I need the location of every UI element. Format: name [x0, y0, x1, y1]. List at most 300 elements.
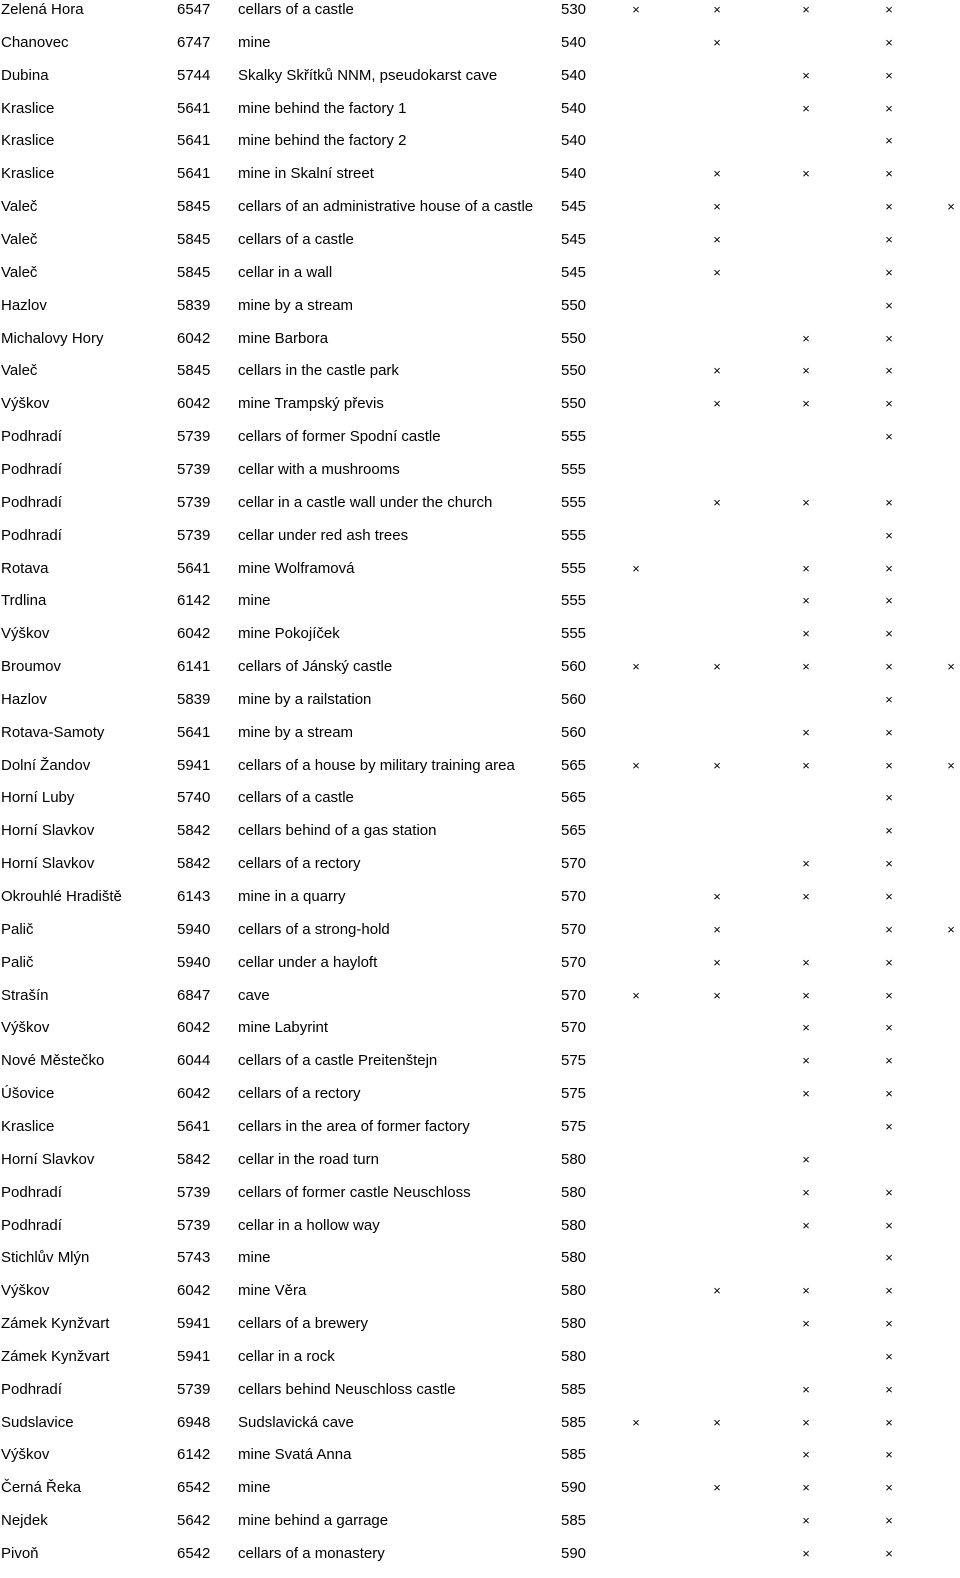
- cross-mark-icon: ×: [885, 1020, 893, 1036]
- cross-mark-icon: ×: [885, 330, 893, 346]
- table-row: [0, 921, 960, 954]
- description-cell: cellar under a hayloft: [238, 953, 378, 971]
- table-row: [0, 1184, 960, 1217]
- cross-mark-icon: ×: [885, 297, 893, 313]
- description-cell: cellars in the castle park: [238, 362, 399, 380]
- description-cell: cellar in a hollow way: [238, 1216, 380, 1234]
- code-cell: 6141: [177, 658, 211, 675]
- description-cell: cellars of a brewery: [238, 1315, 369, 1332]
- table-row: [0, 330, 960, 363]
- locality-cell: Kraslice: [1, 132, 55, 150]
- description-cell: cellar in a rock: [238, 1347, 335, 1365]
- altitude-cell: 585: [561, 1512, 587, 1530]
- code-cell: 5641: [177, 1117, 211, 1135]
- locality-cell: Hazlov: [1, 690, 47, 708]
- description-cell: cellars of a house by military training area: [238, 756, 515, 774]
- code-cell: 6747: [177, 33, 211, 51]
- locality-cell: Valeč: [1, 231, 38, 248]
- cross-mark-icon: ×: [885, 921, 893, 937]
- description-cell: cellars behind Neuschloss castle: [238, 1380, 456, 1398]
- cross-mark-icon: ×: [802, 1447, 810, 1463]
- locality-cell: Broumov: [1, 658, 62, 675]
- cross-mark-icon: ×: [885, 889, 893, 904]
- table-row: [0, 494, 960, 527]
- altitude-cell: 580: [561, 1183, 587, 1201]
- table-row: [0, 1, 960, 34]
- cross-mark-icon: ×: [885, 757, 893, 773]
- locality-cell: Palič: [1, 920, 34, 938]
- locality-cell: Pivoň: [1, 1545, 39, 1562]
- locality-cell: Hazlov: [1, 296, 47, 314]
- table-row: [0, 822, 960, 855]
- cross-mark-icon: ×: [713, 757, 721, 773]
- cross-mark-icon: ×: [885, 363, 893, 379]
- cross-mark-icon: ×: [885, 1381, 893, 1397]
- locality-cell: Úšovice: [1, 1085, 55, 1102]
- cross-mark-icon: ×: [802, 987, 810, 1003]
- cross-mark-icon: ×: [632, 2, 640, 17]
- altitude-cell: 585: [561, 1413, 587, 1431]
- cross-mark-icon: ×: [885, 232, 893, 247]
- altitude-cell: 565: [561, 789, 587, 807]
- locality-cell: Zelená Hora: [1, 1, 84, 18]
- description-cell: cellar in a wall: [238, 263, 333, 281]
- description-cell: cellars of a castle: [238, 789, 354, 807]
- description-cell: cellars of a castle: [238, 231, 354, 248]
- altitude-cell: 570: [561, 920, 587, 938]
- cross-mark-icon: ×: [802, 1086, 810, 1101]
- cross-mark-icon: ×: [947, 757, 955, 773]
- code-cell: 5739: [177, 1183, 211, 1201]
- cross-mark-icon: ×: [885, 67, 893, 83]
- cross-mark-icon: ×: [885, 724, 893, 740]
- description-cell: mine: [238, 1249, 271, 1267]
- description-cell: mine Barbora: [238, 329, 329, 347]
- description-cell: mine Labyrint: [238, 1019, 329, 1037]
- code-cell: 5739: [177, 493, 211, 511]
- cross-mark-icon: ×: [802, 2, 810, 17]
- code-cell: 6542: [177, 1545, 211, 1562]
- locality-cell: Strašín: [1, 986, 49, 1004]
- altitude-cell: 560: [561, 723, 587, 741]
- cross-mark-icon: ×: [885, 166, 893, 182]
- locality-cell: Okrouhlé Hradiště: [1, 888, 122, 905]
- description-cell: mine: [238, 592, 271, 610]
- code-cell: 5845: [177, 362, 211, 380]
- table-row: [0, 757, 960, 790]
- description-cell: Skalky Skřítků NNM, pseudokarst cave: [238, 66, 498, 84]
- description-cell: cellars of a rectory: [238, 855, 361, 873]
- altitude-cell: 580: [561, 1347, 587, 1365]
- locality-cell: Podhradí: [1, 1183, 62, 1201]
- cross-mark-icon: ×: [802, 954, 810, 970]
- description-cell: cellars of a castle: [238, 1, 354, 18]
- cross-mark-icon: ×: [885, 100, 893, 116]
- description-cell: cellars of a monastery: [238, 1545, 385, 1562]
- code-cell: 6042: [177, 395, 211, 413]
- altitude-cell: 585: [561, 1380, 587, 1398]
- table-row: [0, 855, 960, 888]
- altitude-cell: 570: [561, 1019, 587, 1037]
- cross-mark-icon: ×: [885, 1250, 893, 1266]
- description-cell: cellar under red ash trees: [238, 526, 409, 544]
- cross-mark-icon: ×: [802, 1217, 810, 1233]
- table-row: [0, 461, 960, 494]
- cross-mark-icon: ×: [885, 396, 893, 412]
- code-cell: 6042: [177, 329, 211, 347]
- description-cell: mine: [238, 1479, 271, 1497]
- table-row: [0, 1479, 960, 1512]
- description-cell: mine by a stream: [238, 723, 354, 741]
- table-row: [0, 297, 960, 330]
- code-cell: 6044: [177, 1052, 211, 1070]
- code-cell: 5941: [177, 756, 211, 774]
- locality-cell: Výškov: [1, 1019, 50, 1037]
- altitude-cell: 545: [561, 231, 587, 248]
- table-row: [0, 987, 960, 1020]
- table-row: [0, 1315, 960, 1348]
- code-cell: 5845: [177, 231, 211, 248]
- description-cell: cellar in the road turn: [238, 1150, 379, 1168]
- locality-cell: Podhradí: [1, 1380, 62, 1398]
- description-cell: mine Wolframová: [238, 559, 355, 577]
- cross-mark-icon: ×: [802, 889, 810, 904]
- altitude-cell: 545: [561, 198, 587, 216]
- table-row: [0, 231, 960, 264]
- table-row: [0, 132, 960, 165]
- code-cell: 5740: [177, 789, 211, 807]
- code-cell: 6042: [177, 1282, 211, 1300]
- altitude-cell: 570: [561, 888, 587, 905]
- locality-cell: Zámek Kynžvart: [1, 1347, 110, 1365]
- description-cell: cellars of Jánský castle: [238, 658, 393, 675]
- code-cell: 6547: [177, 1, 211, 18]
- table-row: [0, 1151, 960, 1184]
- code-cell: 5941: [177, 1347, 211, 1365]
- locality-cell: Dubina: [1, 66, 49, 84]
- cross-mark-icon: ×: [802, 396, 810, 412]
- cross-mark-icon: ×: [632, 987, 640, 1003]
- table-row: [0, 789, 960, 822]
- code-cell: 6042: [177, 1085, 211, 1102]
- code-cell: 6542: [177, 1479, 211, 1497]
- table-row: [0, 1019, 960, 1052]
- description-cell: cellars of a rectory: [238, 1085, 361, 1102]
- locality-cell: Rotava: [1, 559, 49, 577]
- table-row: [0, 428, 960, 461]
- cross-mark-icon: ×: [885, 1480, 893, 1496]
- description-cell: Sudslavická cave: [238, 1413, 354, 1431]
- code-cell: 5842: [177, 822, 211, 840]
- description-cell: mine by a railstation: [238, 690, 372, 708]
- code-cell: 5839: [177, 296, 211, 314]
- cross-mark-icon: ×: [713, 264, 721, 280]
- locality-cell: Kraslice: [1, 165, 55, 183]
- altitude-cell: 580: [561, 1150, 587, 1168]
- table-row: [0, 1217, 960, 1250]
- locality-cell: Valeč: [1, 263, 38, 281]
- code-cell: 5641: [177, 559, 211, 577]
- locality-cell: Nejdek: [1, 1512, 48, 1530]
- locality-cell: Horní Slavkov: [1, 855, 95, 873]
- description-cell: cellars of a strong-hold: [238, 920, 390, 938]
- description-cell: cellar with a mushrooms: [238, 460, 400, 478]
- locality-cell: Zámek Kynžvart: [1, 1315, 110, 1332]
- table-row: [0, 34, 960, 67]
- altitude-cell: 555: [561, 428, 587, 446]
- locality-cell: Podhradí: [1, 460, 62, 478]
- cross-mark-icon: ×: [885, 1053, 893, 1069]
- table-row: [0, 165, 960, 198]
- cross-mark-icon: ×: [885, 429, 893, 445]
- altitude-cell: 580: [561, 1249, 587, 1267]
- cross-mark-icon: ×: [885, 34, 893, 50]
- cross-mark-icon: ×: [885, 1316, 893, 1331]
- altitude-cell: 540: [561, 99, 587, 117]
- description-cell: mine: [238, 33, 271, 51]
- code-cell: 5641: [177, 723, 211, 741]
- locality-cell: Podhradí: [1, 493, 62, 511]
- description-cell: cellars of an administrative house of a castle: [238, 198, 534, 216]
- locality-cell: Černá Řeka: [1, 1479, 82, 1497]
- cross-mark-icon: ×: [713, 889, 721, 904]
- altitude-cell: 550: [561, 362, 587, 380]
- code-cell: 5845: [177, 263, 211, 281]
- cross-mark-icon: ×: [802, 1381, 810, 1397]
- altitude-cell: 565: [561, 822, 587, 840]
- code-cell: 5739: [177, 428, 211, 446]
- altitude-cell: 575: [561, 1085, 587, 1102]
- code-cell: 5744: [177, 66, 211, 84]
- altitude-cell: 575: [561, 1052, 587, 1070]
- table-row: [0, 691, 960, 724]
- cross-mark-icon: ×: [885, 1217, 893, 1233]
- code-cell: 5839: [177, 690, 211, 708]
- table-row: [0, 724, 960, 757]
- locality-cell: Rotava-Samoty: [1, 723, 105, 741]
- table-row: [0, 100, 960, 133]
- locality-cell: Trdlina: [1, 592, 47, 610]
- table-row: [0, 560, 960, 593]
- code-cell: 5739: [177, 526, 211, 544]
- locality-cell: Výškov: [1, 395, 50, 413]
- altitude-cell: 555: [561, 559, 587, 577]
- cross-mark-icon: ×: [713, 34, 721, 50]
- altitude-cell: 555: [561, 592, 587, 610]
- locality-cell: Kraslice: [1, 1117, 55, 1135]
- cross-mark-icon: ×: [802, 166, 810, 182]
- cross-mark-icon: ×: [802, 1053, 810, 1069]
- altitude-cell: 540: [561, 132, 587, 150]
- cross-mark-icon: ×: [885, 2, 893, 17]
- description-cell: cellar in a castle wall under the church: [238, 493, 493, 511]
- locality-cell: Podhradí: [1, 428, 62, 446]
- altitude-cell: 570: [561, 855, 587, 873]
- altitude-cell: 580: [561, 1216, 587, 1234]
- locality-cell: Horní Slavkov: [1, 1150, 95, 1168]
- cross-mark-icon: ×: [885, 1348, 893, 1364]
- cross-mark-icon: ×: [885, 133, 893, 149]
- description-cell: mine behind a garrage: [238, 1512, 389, 1530]
- cross-mark-icon: ×: [947, 199, 955, 215]
- altitude-cell: 540: [561, 33, 587, 51]
- cross-mark-icon: ×: [885, 1414, 893, 1430]
- cross-mark-icon: ×: [802, 1513, 810, 1529]
- code-cell: 5743: [177, 1249, 211, 1267]
- locality-cell: Horní Slavkov: [1, 822, 95, 840]
- altitude-cell: 590: [561, 1545, 587, 1562]
- cross-mark-icon: ×: [713, 166, 721, 182]
- code-cell: 5739: [177, 1216, 211, 1234]
- altitude-cell: 545: [561, 263, 587, 281]
- cross-mark-icon: ×: [802, 1414, 810, 1430]
- table-row: [0, 67, 960, 100]
- cross-mark-icon: ×: [885, 790, 893, 806]
- code-cell: 5842: [177, 1150, 211, 1168]
- cross-mark-icon: ×: [885, 691, 893, 707]
- cross-mark-icon: ×: [885, 1513, 893, 1529]
- cross-mark-icon: ×: [802, 856, 810, 872]
- cross-mark-icon: ×: [802, 494, 810, 510]
- locality-cell: Dolní Žandov: [1, 756, 91, 774]
- cross-mark-icon: ×: [885, 494, 893, 510]
- locality-cell: Horní Luby: [1, 789, 75, 807]
- altitude-cell: 555: [561, 460, 587, 478]
- cross-mark-icon: ×: [632, 757, 640, 773]
- cross-mark-icon: ×: [885, 527, 893, 543]
- locality-cell: Kraslice: [1, 99, 55, 117]
- cross-mark-icon: ×: [885, 823, 893, 839]
- table-row: [0, 264, 960, 297]
- altitude-cell: 550: [561, 395, 587, 413]
- cross-mark-icon: ×: [802, 626, 810, 642]
- table-row: [0, 1118, 960, 1151]
- code-cell: 6142: [177, 1446, 211, 1464]
- cross-mark-icon: ×: [885, 1086, 893, 1101]
- description-cell: mine Věra: [238, 1282, 307, 1300]
- cross-mark-icon: ×: [713, 987, 721, 1003]
- description-cell: mine Pokojíček: [238, 625, 340, 643]
- cross-mark-icon: ×: [713, 659, 721, 674]
- table-row: [0, 592, 960, 625]
- cross-mark-icon: ×: [713, 1480, 721, 1496]
- cross-mark-icon: ×: [713, 396, 721, 412]
- altitude-cell: 555: [561, 526, 587, 544]
- altitude-cell: 580: [561, 1282, 587, 1300]
- description-cell: mine behind the factory 1: [238, 99, 407, 117]
- description-cell: mine Trampský převis: [238, 395, 384, 413]
- locality-cell: Výškov: [1, 625, 50, 643]
- table-row: [0, 625, 960, 658]
- cross-mark-icon: ×: [802, 100, 810, 116]
- description-cell: mine in a quarry: [238, 888, 346, 905]
- cross-mark-icon: ×: [802, 1184, 810, 1200]
- cross-mark-icon: ×: [885, 593, 893, 609]
- altitude-cell: 585: [561, 1446, 587, 1464]
- code-cell: 5641: [177, 99, 211, 117]
- locality-cell: Nové Městečko: [1, 1052, 105, 1070]
- cross-mark-icon: ×: [802, 1480, 810, 1496]
- locality-cell: Michalovy Hory: [1, 329, 104, 347]
- description-cell: cellars of former castle Neuschloss: [238, 1183, 471, 1201]
- altitude-cell: 570: [561, 953, 587, 971]
- code-cell: 5641: [177, 132, 211, 150]
- cross-mark-icon: ×: [885, 1283, 893, 1299]
- cross-mark-icon: ×: [885, 659, 893, 674]
- description-cell: mine in Skalní street: [238, 165, 374, 183]
- code-cell: 5739: [177, 1380, 211, 1398]
- altitude-cell: 580: [561, 1315, 587, 1332]
- code-cell: 5842: [177, 855, 211, 873]
- cross-mark-icon: ×: [802, 67, 810, 83]
- cross-mark-icon: ×: [947, 659, 955, 674]
- table-row: [0, 954, 960, 987]
- cross-mark-icon: ×: [885, 987, 893, 1003]
- table-row: [0, 395, 960, 428]
- cross-mark-icon: ×: [632, 1414, 640, 1430]
- altitude-cell: 550: [561, 329, 587, 347]
- code-cell: 6042: [177, 1019, 211, 1037]
- cross-mark-icon: ×: [885, 264, 893, 280]
- code-cell: 5739: [177, 460, 211, 478]
- locality-cell: Stichlův Mlýn: [1, 1249, 90, 1267]
- cross-mark-icon: ×: [632, 659, 640, 674]
- cross-mark-icon: ×: [885, 1184, 893, 1200]
- code-cell: 6042: [177, 625, 211, 643]
- altitude-cell: 570: [561, 986, 587, 1004]
- locality-cell: Valeč: [1, 362, 38, 380]
- cross-mark-icon: ×: [885, 856, 893, 872]
- description-cell: cellars of former Spodní castle: [238, 428, 441, 446]
- cross-mark-icon: ×: [713, 921, 721, 937]
- cross-mark-icon: ×: [713, 232, 721, 247]
- cross-mark-icon: ×: [802, 724, 810, 740]
- table-row: [0, 658, 960, 691]
- altitude-cell: 550: [561, 296, 587, 314]
- table-row: [0, 1446, 960, 1479]
- locality-cell: Chanovec: [1, 33, 69, 51]
- table-row: [0, 1052, 960, 1085]
- locality-cell: Výškov: [1, 1446, 50, 1464]
- table-row: [0, 888, 960, 921]
- altitude-cell: 540: [561, 66, 587, 84]
- cross-mark-icon: ×: [713, 2, 721, 17]
- table-row: [0, 1249, 960, 1282]
- altitude-cell: 555: [561, 625, 587, 643]
- locality-cell: Valeč: [1, 198, 38, 216]
- code-cell: 5941: [177, 1315, 211, 1332]
- altitude-cell: 590: [561, 1479, 587, 1497]
- cross-mark-icon: ×: [885, 1546, 893, 1561]
- cross-mark-icon: ×: [802, 1020, 810, 1036]
- locality-cell: Palič: [1, 953, 34, 971]
- code-cell: 5940: [177, 920, 211, 938]
- cross-mark-icon: ×: [802, 757, 810, 773]
- cross-mark-icon: ×: [802, 1316, 810, 1331]
- cross-mark-icon: ×: [885, 1447, 893, 1463]
- cross-mark-icon: ×: [802, 1151, 810, 1167]
- cross-mark-icon: ×: [885, 1118, 893, 1134]
- description-cell: mine Svatá Anna: [238, 1446, 352, 1464]
- description-cell: cave: [238, 986, 270, 1004]
- table-row: [0, 1414, 960, 1447]
- description-cell: cellars in the area of former factory: [238, 1117, 470, 1135]
- table-row: [0, 1282, 960, 1315]
- description-cell: cellars behind of a gas station: [238, 822, 437, 840]
- cross-mark-icon: ×: [802, 330, 810, 346]
- altitude-cell: 565: [561, 756, 587, 774]
- cross-mark-icon: ×: [632, 560, 640, 576]
